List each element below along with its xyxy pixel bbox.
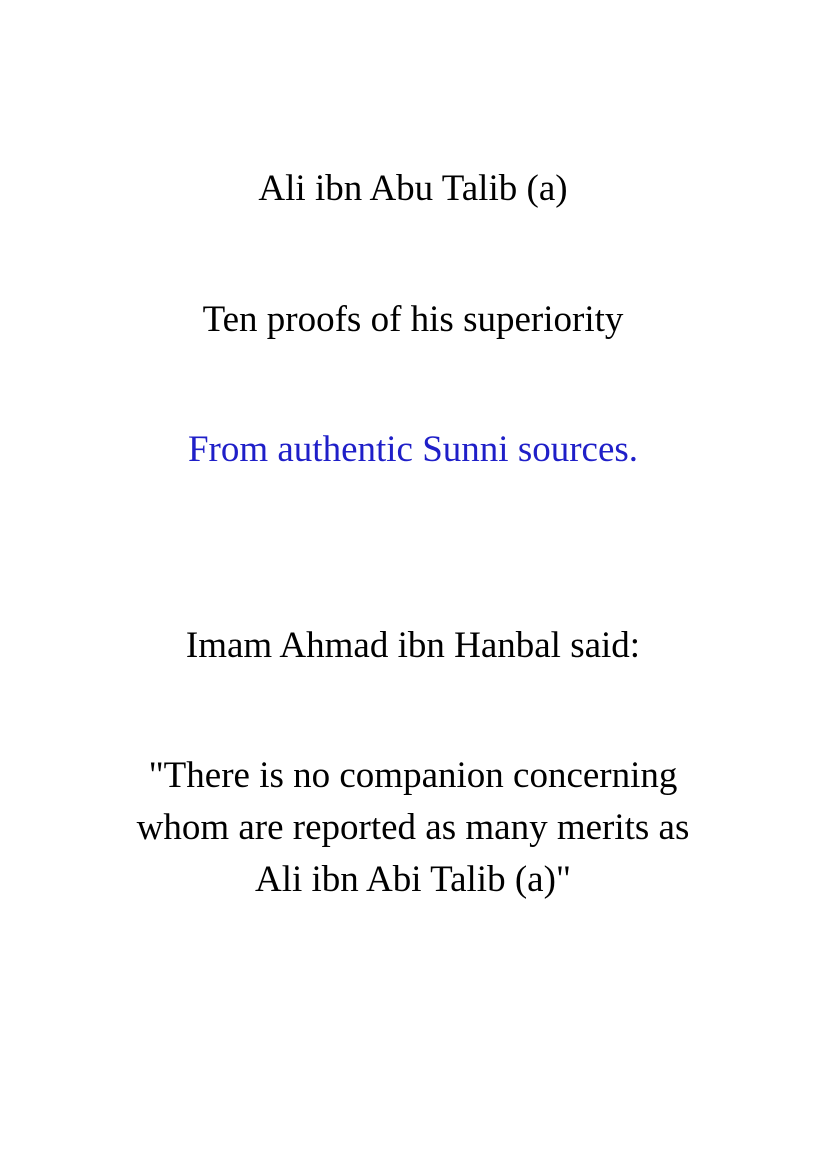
page-title: Ali ibn Abu Talib (a) bbox=[258, 168, 568, 209]
quote-line: whom are reported as many merits as bbox=[136, 807, 690, 848]
quote-line: "There is no companion concerning bbox=[148, 755, 678, 796]
source-note: From authentic Sunni sources. bbox=[187, 429, 639, 470]
quote-attribution: Imam Ahmad ibn Hanbal said: bbox=[185, 625, 641, 666]
page-subtitle: Ten proofs of his superiority bbox=[202, 299, 624, 340]
quote-line: Ali ibn Abi Talib (a)" bbox=[254, 859, 572, 900]
quote-block bbox=[0, 750, 826, 906]
